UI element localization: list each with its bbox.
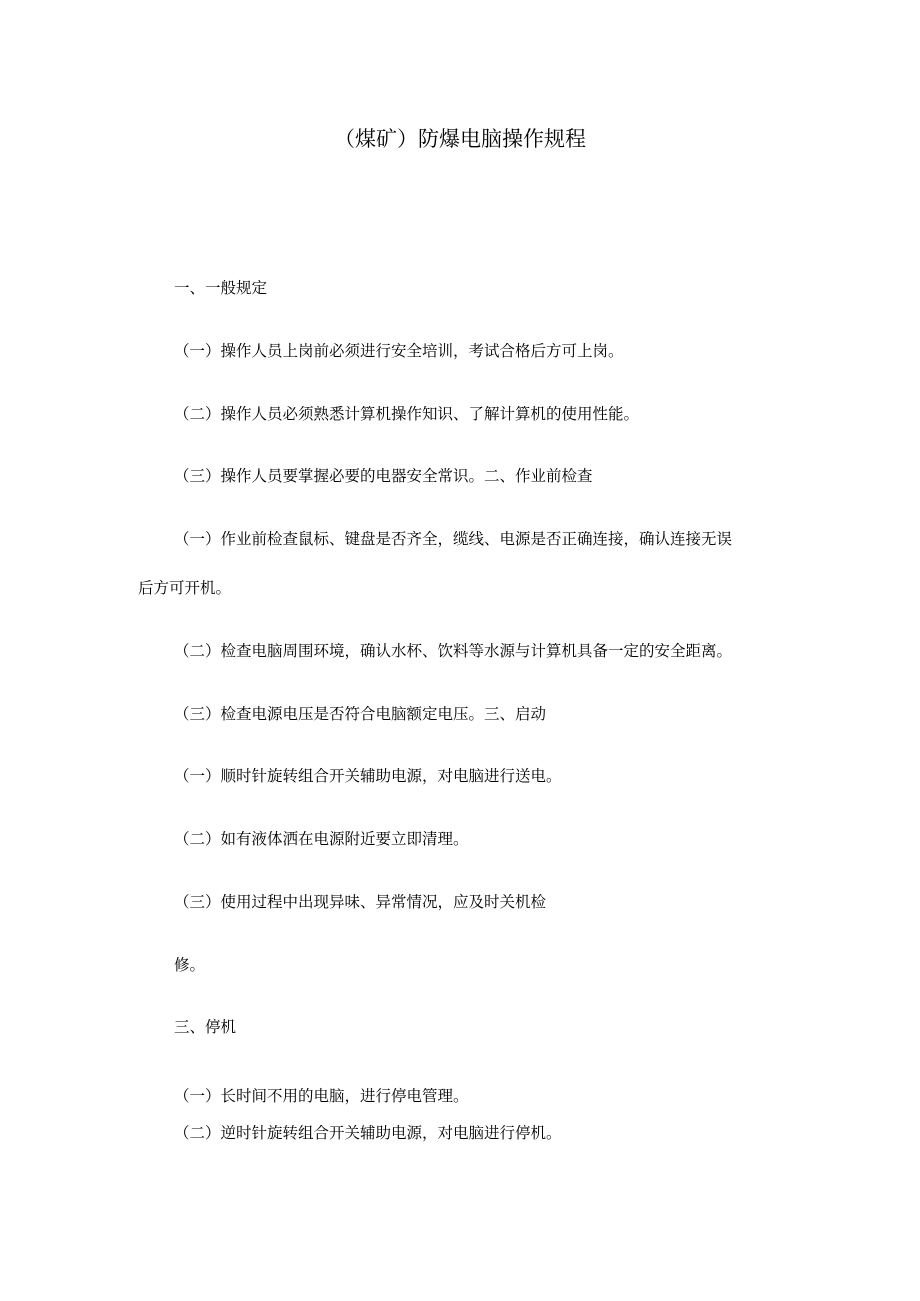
rule-item: （一）顺时针旋转组合开关辅助电源，对电脑进行送电。 <box>174 767 562 785</box>
rule-item: （一）作业前检查鼠标、键盘是否齐全，缆线、电源是否正确连接，确认连接无误 <box>174 530 733 548</box>
rule-item: （一）长时间不用的电脑，进行停电管理。 <box>174 1087 469 1105</box>
rule-item: （一）操作人员上岗前必须进行安全培训，考试合格后方可上岗。 <box>174 342 624 360</box>
rule-item: （三）操作人员要掌握必要的电器安全常识。二、作业前检查 <box>174 467 593 485</box>
rule-item: （三）使用过程中出现异味、异常情况，应及时关机检 <box>174 893 547 911</box>
section-heading-shutdown: 三、停机 <box>174 1018 237 1036</box>
rule-item: （三）检查电源电压是否符合电脑额定电压。三、启动 <box>174 705 547 723</box>
document-title: （煤矿）防爆电脑操作规程 <box>334 127 586 151</box>
rule-item: （二）如有液体洒在电源附近要立即清理。 <box>174 830 469 848</box>
rule-item: （二）逆时针旋转组合开关辅助电源，对电脑进行停机。 <box>174 1124 562 1142</box>
rule-item-continuation: 后方可开机。 <box>138 579 232 597</box>
rule-item: （二）操作人员必须熟悉计算机操作知识、了解计算机的使用性能。 <box>174 405 640 423</box>
section-heading-general: 一、一般规定 <box>174 279 268 297</box>
rule-item-continuation: 修。 <box>174 956 206 974</box>
rule-item: （二）检查电脑周围环境，确认水杯、饮料等水源与计算机具备一定的安全距离。 <box>174 642 733 660</box>
